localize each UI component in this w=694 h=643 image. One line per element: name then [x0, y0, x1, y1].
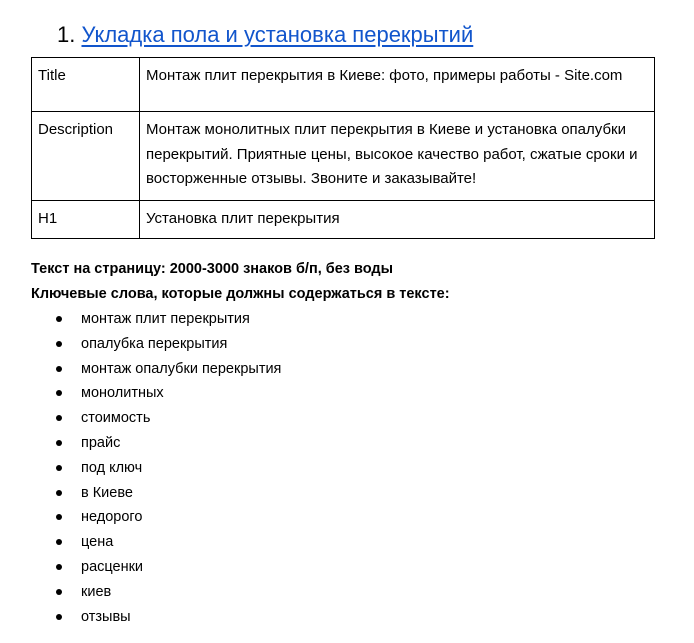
bullet-icon [56, 514, 62, 520]
keyword-text: в Киеве [81, 484, 133, 501]
heading-link[interactable]: Укладка пола и установка перекрытий [81, 22, 474, 47]
list-item [0, 556, 281, 581]
bullet-icon [56, 366, 62, 372]
bullet-icon [56, 490, 62, 496]
list-item [0, 407, 281, 432]
bullet-icon [56, 564, 62, 570]
keyword-text: отзывы [81, 608, 131, 625]
keyword-text: монтаж плит перекрытия [81, 311, 250, 327]
bullet-icon [56, 415, 62, 421]
keyword-text: расценки [81, 558, 144, 575]
meta-value-description: Монтаж монолитных плит перекрытия в Киеве и установка опалубки перекрытий. Приятные цены, высокое качество работ, сжатые сроки и восторженные отзывы. Звоните и заказывайте! [140, 112, 655, 201]
keyword-text: монтаж опалубки перекрытия [81, 360, 282, 377]
list-item [0, 506, 281, 531]
keyword-text: под ключ [81, 459, 143, 476]
keyword-text: цена [81, 534, 114, 551]
bullet-icon [56, 589, 62, 595]
table-row [32, 201, 655, 239]
keyword-text: монолитных [81, 385, 164, 402]
text-volume-requirement: Текст на страницу: 2000-3000 знаков б/п, без воды [31, 261, 394, 277]
bullet-icon [56, 316, 62, 322]
meta-value-h1: Установка плит перекрытия [140, 201, 655, 239]
list-item [0, 308, 281, 333]
list-item [0, 482, 281, 507]
keywords-label: Ключевые слова, которые должны содержаться в тексте: [31, 286, 450, 302]
list-item [0, 457, 281, 482]
seo-meta-table [31, 57, 655, 239]
bullet-icon [56, 614, 62, 620]
section-heading [57, 20, 473, 50]
keyword-text: прайс [81, 434, 121, 451]
bullet-icon [56, 390, 62, 396]
table-row [32, 112, 655, 201]
meta-key-description: Description [32, 112, 140, 201]
keyword-text: киев [81, 583, 112, 600]
keyword-text: опалубка перекрытия [81, 335, 228, 352]
meta-value-title: Монтаж плит перекрытия в Киеве: фото, примеры работы - Site.com [140, 58, 655, 112]
bullet-icon [56, 440, 62, 446]
list-item [0, 382, 281, 407]
list-item [0, 581, 281, 606]
bullet-icon [56, 539, 62, 545]
bullet-icon [56, 465, 62, 471]
meta-key-title: Title [32, 58, 140, 112]
keyword-list [0, 308, 281, 630]
meta-key-h1: H1 [32, 201, 140, 239]
list-item [0, 432, 281, 457]
list-item [0, 358, 281, 383]
list-item [0, 333, 281, 358]
keyword-text: стоимость [81, 410, 151, 427]
bullet-icon [56, 341, 62, 347]
list-item [0, 606, 281, 631]
list-item [0, 531, 281, 556]
heading-number: 1. [57, 22, 76, 47]
table-row [32, 58, 655, 112]
keyword-text: недорого [81, 509, 143, 526]
